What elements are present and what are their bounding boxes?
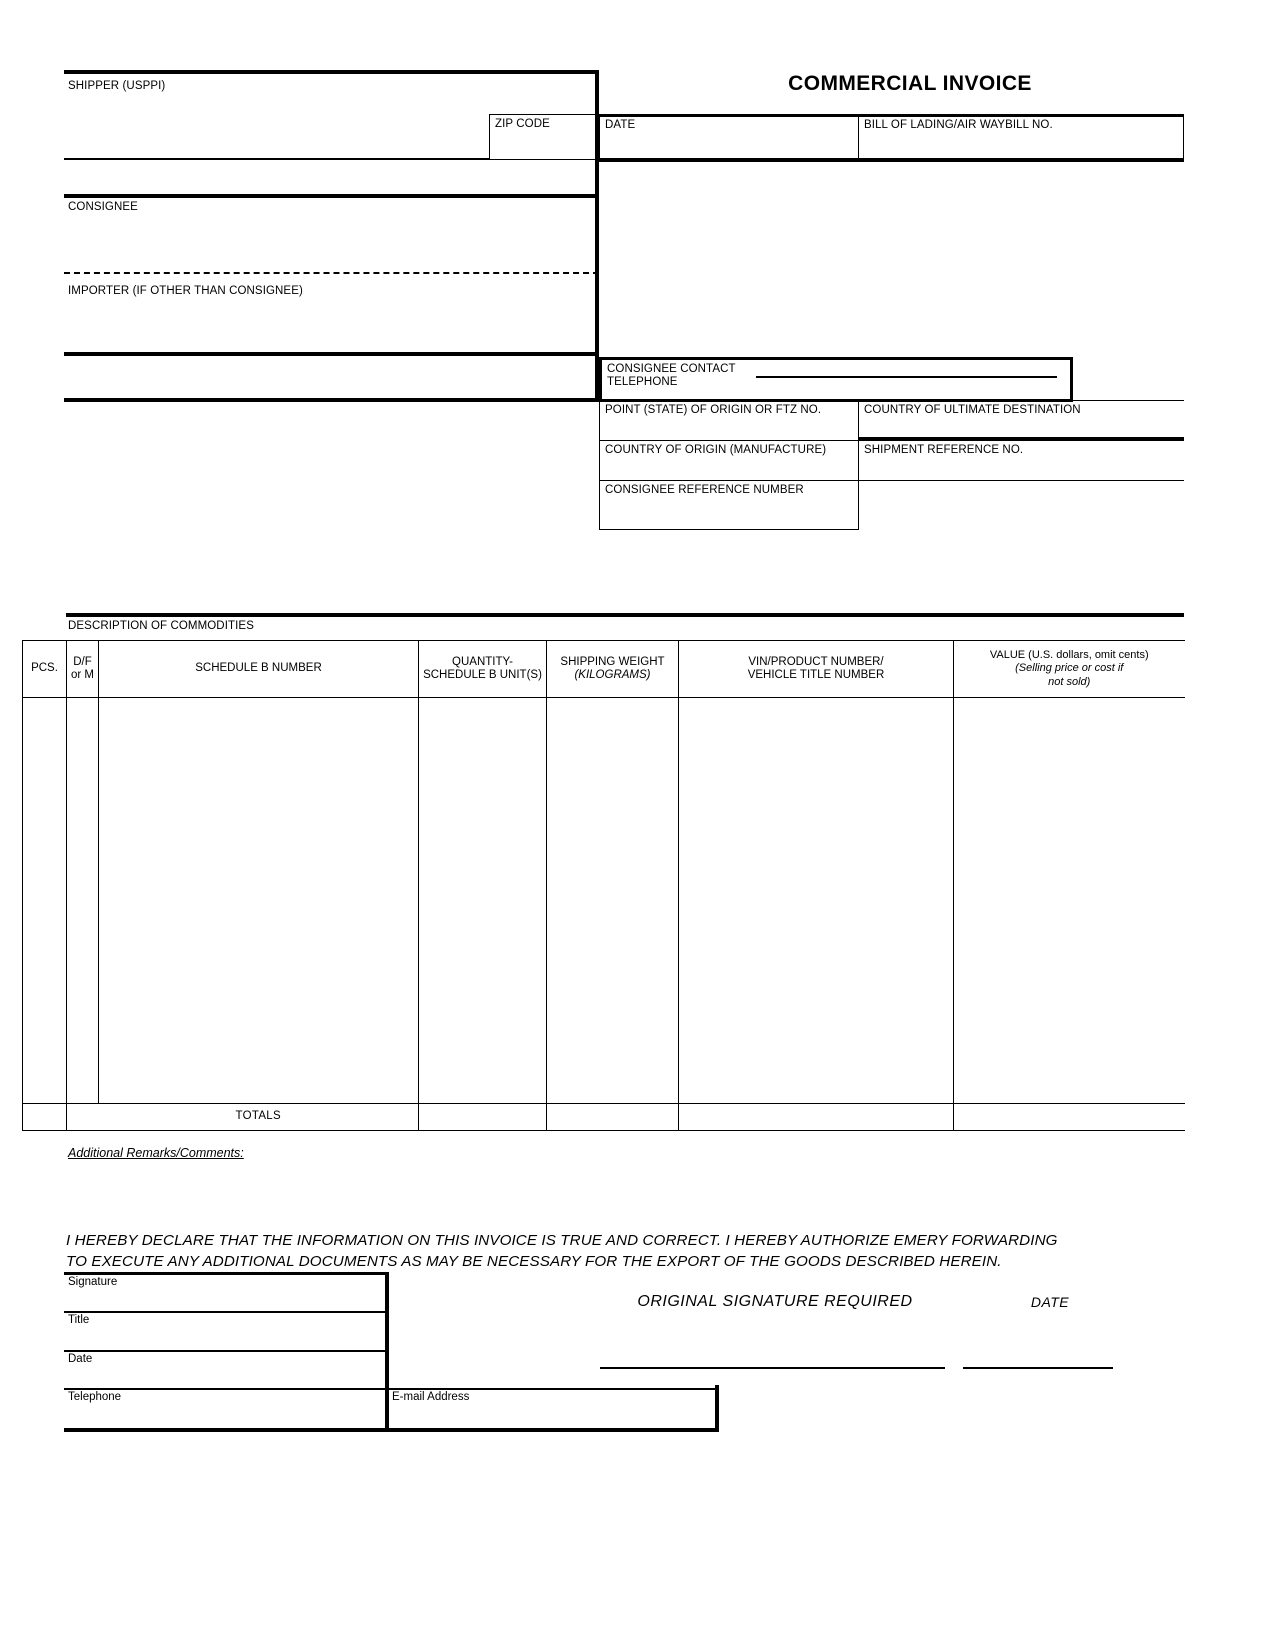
telephone-email-divider: [385, 1385, 389, 1431]
col-header-pcs: [23, 641, 67, 698]
signature-title-label: Title: [68, 1314, 90, 1326]
importer-input[interactable]: [68, 300, 588, 348]
commodities-table: [22, 640, 1185, 1131]
commodities-top-rule: [66, 613, 1184, 617]
bill-of-lading-label: BILL OF LADING/AIR WAYBILL NO.: [864, 119, 1053, 131]
col-header-weight-line2: (KILOGRAMS): [574, 669, 651, 681]
date-row-bottom-rule: [599, 158, 1184, 162]
left-lower-strip-rule: [64, 398, 599, 402]
signature-title-input[interactable]: [68, 1328, 378, 1346]
country-destination-box: [858, 400, 1184, 441]
remarks-input[interactable]: [68, 1168, 1118, 1218]
bill-of-lading-box: [858, 116, 1184, 160]
zip-code-input[interactable]: [490, 131, 598, 133]
signature-block-far-right-rule: [715, 1385, 719, 1432]
country-origin-label: COUNTRY OF ORIGIN (MANUFACTURE): [605, 444, 827, 456]
col-header-weight-line1: SHIPPING WEIGHT: [560, 655, 665, 668]
zip-code-box: [489, 114, 599, 160]
col-header-quantity-units: [419, 641, 547, 698]
col-header-df-line2: or M: [71, 669, 94, 681]
remarks-label: Additional Remarks/Comments:: [68, 1146, 244, 1160]
signature-date-label: Date: [68, 1353, 93, 1365]
col-header-vin-line2: VEHICLE TITLE NUMBER: [747, 669, 885, 681]
date-label: DATE: [605, 119, 636, 131]
date-box: [599, 116, 859, 160]
date-input[interactable]: [600, 132, 858, 134]
signature-telephone-label: Telephone: [68, 1391, 122, 1403]
cell-pcs[interactable]: [23, 698, 67, 1104]
col-header-schedule-b-line2: SCHEDULE B NUMBER: [195, 662, 322, 675]
page-title: COMMERCIAL INVOICE: [788, 72, 1032, 95]
cell-schedule-b-number[interactable]: [99, 698, 419, 1104]
totals-quantity-units[interactable]: [419, 1104, 547, 1131]
signature-block-right-rule: [385, 1272, 389, 1385]
shipment-reference-input[interactable]: [859, 457, 1184, 459]
col-header-value-line1: VALUE (U.S. dollars, omit cents): [989, 648, 1149, 661]
signature-row-rule: [64, 1311, 389, 1313]
date-row-rule: [64, 1388, 719, 1390]
col-header-quantity-line1: QUANTITY-: [452, 655, 513, 668]
col-header-schedule-b-number: [99, 641, 419, 698]
cell-quantity-units[interactable]: [419, 698, 547, 1104]
title-row-rule: [64, 1350, 389, 1352]
cell-df-or-m[interactable]: [67, 698, 99, 1104]
totals-pcs[interactable]: [23, 1104, 67, 1131]
consignee-reference-box: [599, 480, 859, 530]
totals-shipping-weight[interactable]: [547, 1104, 679, 1131]
col-header-quantity-line2: SCHEDULE B UNIT(S): [423, 669, 542, 681]
totals-vin-product[interactable]: [679, 1104, 954, 1131]
cell-value[interactable]: [954, 698, 1185, 1104]
col-header-vin-product: [679, 641, 954, 698]
country-destination-input[interactable]: [859, 417, 1184, 419]
email-input[interactable]: [392, 1405, 712, 1423]
bill-of-lading-input[interactable]: [859, 132, 1183, 134]
point-of-origin-label: POINT (STATE) OF ORIGIN OR FTZ NO.: [605, 404, 822, 416]
email-label: E-mail Address: [392, 1391, 470, 1403]
col-header-vin-line1: VIN/PRODUCT NUMBER/: [748, 655, 884, 668]
consignee-importer-divider: [64, 272, 599, 274]
signature-label: Signature: [68, 1276, 118, 1288]
totals-label: TOTALS: [99, 1104, 419, 1131]
col-header-value-line3: not sold): [1048, 675, 1091, 688]
commodities-entry-row: [23, 698, 1185, 1104]
consignee-reference-label: CONSIGNEE REFERENCE NUMBER: [605, 484, 804, 496]
col-header-value: [954, 641, 1185, 698]
country-origin-box: [599, 440, 859, 481]
consignee-contact-label: CONSIGNEE CONTACT: [607, 363, 736, 375]
commodities-section-label: DESCRIPTION OF COMMODITIES: [68, 620, 254, 632]
totals-value[interactable]: [954, 1104, 1185, 1131]
consignee-label: CONSIGNEE: [68, 201, 138, 213]
telephone-label: TELEPHONE: [607, 376, 678, 388]
country-origin-input[interactable]: [600, 457, 858, 459]
cell-vin-product[interactable]: [679, 698, 954, 1104]
zip-code-label: ZIP CODE: [495, 118, 550, 130]
cell-shipping-weight[interactable]: [547, 698, 679, 1104]
point-of-origin-input[interactable]: [600, 417, 858, 419]
consignee-contact-underline: [756, 376, 1057, 378]
point-of-origin-box: [599, 400, 859, 441]
signature-block-top-rule: [64, 1272, 389, 1275]
original-signature-required-caption: ORIGINAL SIGNATURE REQUIRED: [637, 1293, 913, 1310]
signature-date-caption: DATE: [1030, 1294, 1070, 1310]
col-header-df-or-m: [67, 641, 99, 698]
col-header-df-line1: D/F: [73, 655, 92, 668]
shipment-reference-label: SHIPMENT REFERENCE NO.: [864, 444, 1024, 456]
shipper-label: SHIPPER (USPPI): [68, 80, 166, 92]
original-signature-line: [600, 1367, 945, 1369]
declaration-line-2: TO EXECUTE ANY ADDITIONAL DOCUMENTS AS MAY BE NECESSARY FOR THE EXPORT OF THE GOODS DESCRIBED HEREIN.: [66, 1253, 1002, 1270]
consignee-input[interactable]: [68, 216, 588, 266]
signature-date-input[interactable]: [68, 1367, 378, 1385]
origin-row-heavy-rule: [858, 437, 1184, 441]
totals-spacer: [67, 1104, 99, 1131]
consignee-reference-input[interactable]: [600, 497, 858, 499]
signature-block-bottom-rule: [64, 1428, 719, 1432]
shipper-bottom-rule: [64, 158, 490, 160]
original-signature-date-line: [963, 1367, 1113, 1369]
col-header-shipping-weight: [547, 641, 679, 698]
shipper-top-rule: [64, 70, 599, 74]
shipment-reference-box: [858, 440, 1184, 481]
totals-row: [23, 1104, 1185, 1131]
shipper-input[interactable]: [68, 95, 483, 155]
col-header-pcs-line1: PCS.: [31, 662, 58, 675]
signature-input[interactable]: [68, 1290, 378, 1308]
country-destination-label: COUNTRY OF ULTIMATE DESTINATION: [864, 404, 1081, 416]
declaration-line-1: I HEREBY DECLARE THAT THE INFORMATION ON THIS INVOICE IS TRUE AND CORRECT. I HEREBY AUTHORIZE EMERY FORWARDING: [66, 1232, 1058, 1249]
telephone-input[interactable]: [700, 383, 1050, 397]
importer-label: IMPORTER (IF OTHER THAN CONSIGNEE): [68, 285, 303, 297]
importer-bottom-rule: [64, 352, 599, 356]
consignee-contact-input[interactable]: [758, 362, 1055, 376]
col-header-value-line2: (Selling price or cost if: [1015, 662, 1124, 675]
consignee-top-rule: [64, 194, 599, 198]
commodities-header-row: [23, 641, 1185, 698]
signature-telephone-input[interactable]: [68, 1405, 378, 1423]
